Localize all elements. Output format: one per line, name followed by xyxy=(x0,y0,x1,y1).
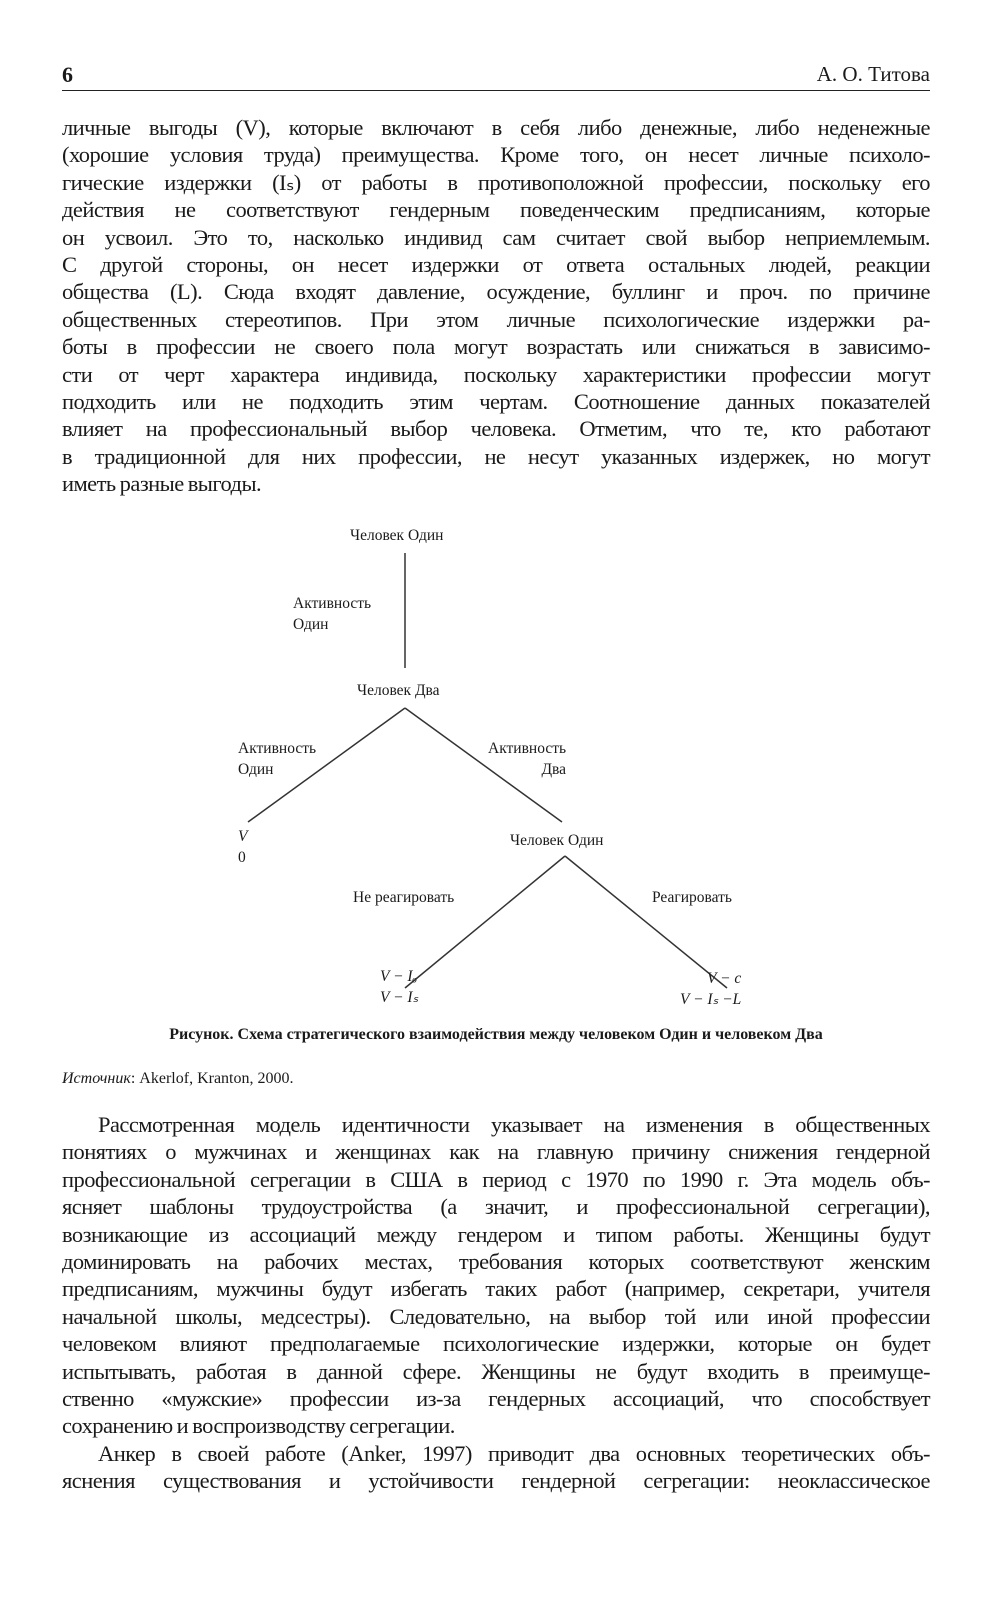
source-label: Источник xyxy=(62,1070,131,1087)
label-line: Один xyxy=(293,616,329,633)
text-line: иметь разные выгоды. xyxy=(62,471,262,497)
label-line: Активность xyxy=(238,740,317,757)
node-root: Человек Один xyxy=(350,527,444,544)
text-line: ясняет шаблоны трудоустройства (а значит, и профессиональной сегрегации), xyxy=(62,1194,930,1220)
text-line: в традиционной для них профессии, не несут указанных издержек, но могут xyxy=(62,443,930,469)
left-action xyxy=(238,738,316,780)
label-line: 0 xyxy=(238,849,246,866)
label-line: V − Iₛ xyxy=(380,989,419,1006)
text-line: испытывать, работая в данной сфере. Женщины не будут входить в преимуще- xyxy=(62,1358,930,1384)
text-line: понятиях о мужчинах и женщинах как на главную причину снижения гендерной xyxy=(62,1139,930,1165)
root-action xyxy=(293,593,371,635)
label-line: V − Iₛ −L xyxy=(680,991,742,1008)
left-payoff xyxy=(238,826,247,868)
payoff-react xyxy=(680,968,741,1010)
text-line: Рассмотренная модель идентичности указывает на изменения в общественных xyxy=(98,1112,930,1137)
label-line: Два xyxy=(541,761,567,778)
text-line: подходить или не подходить этим чертам. Соотношение данных показателей xyxy=(62,388,930,414)
text-line: он усвоил. Это то, насколько индивид сам считает свой выбор неприемлемым. xyxy=(62,224,930,250)
text-line: личные выгоды (V), которые включают в себя либо денежные, либо неденежные xyxy=(62,115,930,140)
paragraph-2 xyxy=(62,1111,930,1494)
text-line: сти от черт характера индивида, поскольку характеристики профессии могут xyxy=(62,361,930,387)
node-person-one: Человек Один xyxy=(510,832,604,849)
page-number: 6 xyxy=(62,62,73,87)
label-line: V − Iₒ xyxy=(380,968,417,985)
text-line: общественных стереотипов. При этом личные психологические издержки ра- xyxy=(62,306,930,332)
text-line: яснения существования и устойчивости гендерной сегрегации: неоклассическое xyxy=(62,1468,930,1494)
text-line: С другой стороны, он несет издержки от ответа остальных людей, реакции xyxy=(62,251,930,277)
text-line: общества (L). Сюда входят давление, осуждение, буллинг и проч. по причине xyxy=(62,279,930,305)
text-line: доминировать на рабочих местах, требования которых соответствуют женским xyxy=(62,1248,930,1274)
edge-no-react xyxy=(405,856,565,988)
running-author: А. О. Титова xyxy=(816,62,930,86)
right-action xyxy=(488,738,566,780)
text-line: предписаниям, мужчины будут избегать таких работ (например, секретари, учителя xyxy=(62,1276,930,1302)
text-line: ственно «мужские» профессии из-за гендерных ассоциаций, что способствует xyxy=(62,1385,930,1411)
text-line: возникающие из ассоциаций между гендером и типом работы. Женщины будут xyxy=(62,1221,930,1247)
react-label: Реагировать xyxy=(652,889,732,906)
text-line: влияет на профессиональный выбор человека. Отметим, что те, кто работают xyxy=(62,416,930,442)
figure-source xyxy=(62,1070,294,1088)
figure-caption: Рисунок. Схема стратегического взаимодействия между человеком Один и человеком Два xyxy=(169,1026,823,1043)
text-line: профессиональной сегрегации в США в период с 1970 по 1990 г. Эта модель объ- xyxy=(62,1166,930,1192)
text-line: человеком влияют предполагаемые психологические издержки, которые он будет xyxy=(62,1331,930,1357)
label-line: Активность xyxy=(293,595,372,612)
text-line: сохранению и воспроизводству сегрегации. xyxy=(62,1413,455,1439)
no-react-label: Не реагировать xyxy=(353,889,455,906)
label-line: V xyxy=(238,828,248,845)
node-person-two: Человек Два xyxy=(357,682,440,699)
text-line: боты в профессии не своего пола могут возрастать или снижаться в зависимо- xyxy=(62,334,930,360)
payoff-no-react xyxy=(380,966,418,1008)
text-line: Анкер в своей работе (Anker, 1997) приводит два основных теоретических объ- xyxy=(98,1440,930,1466)
source-text: : Akerlof, Kranton, 2000. xyxy=(130,1070,294,1087)
label-line: Один xyxy=(238,761,274,778)
text-line: (хорошие условия труда) преимущества. Кроме того, он несет личные психоло- xyxy=(62,142,930,168)
text-line: действия не соответствуют гендерным поведенческим предписаниям, которые xyxy=(62,197,930,223)
text-line: начальной школы, медсестры). Следовательно, на выбор той или иной профессии xyxy=(62,1303,930,1329)
text-line: гические издержки (Iₛ) от работы в противоположной профессии, поскольку его xyxy=(62,169,930,195)
label-line: Активность xyxy=(488,740,567,757)
label-line: V − c xyxy=(707,970,742,987)
